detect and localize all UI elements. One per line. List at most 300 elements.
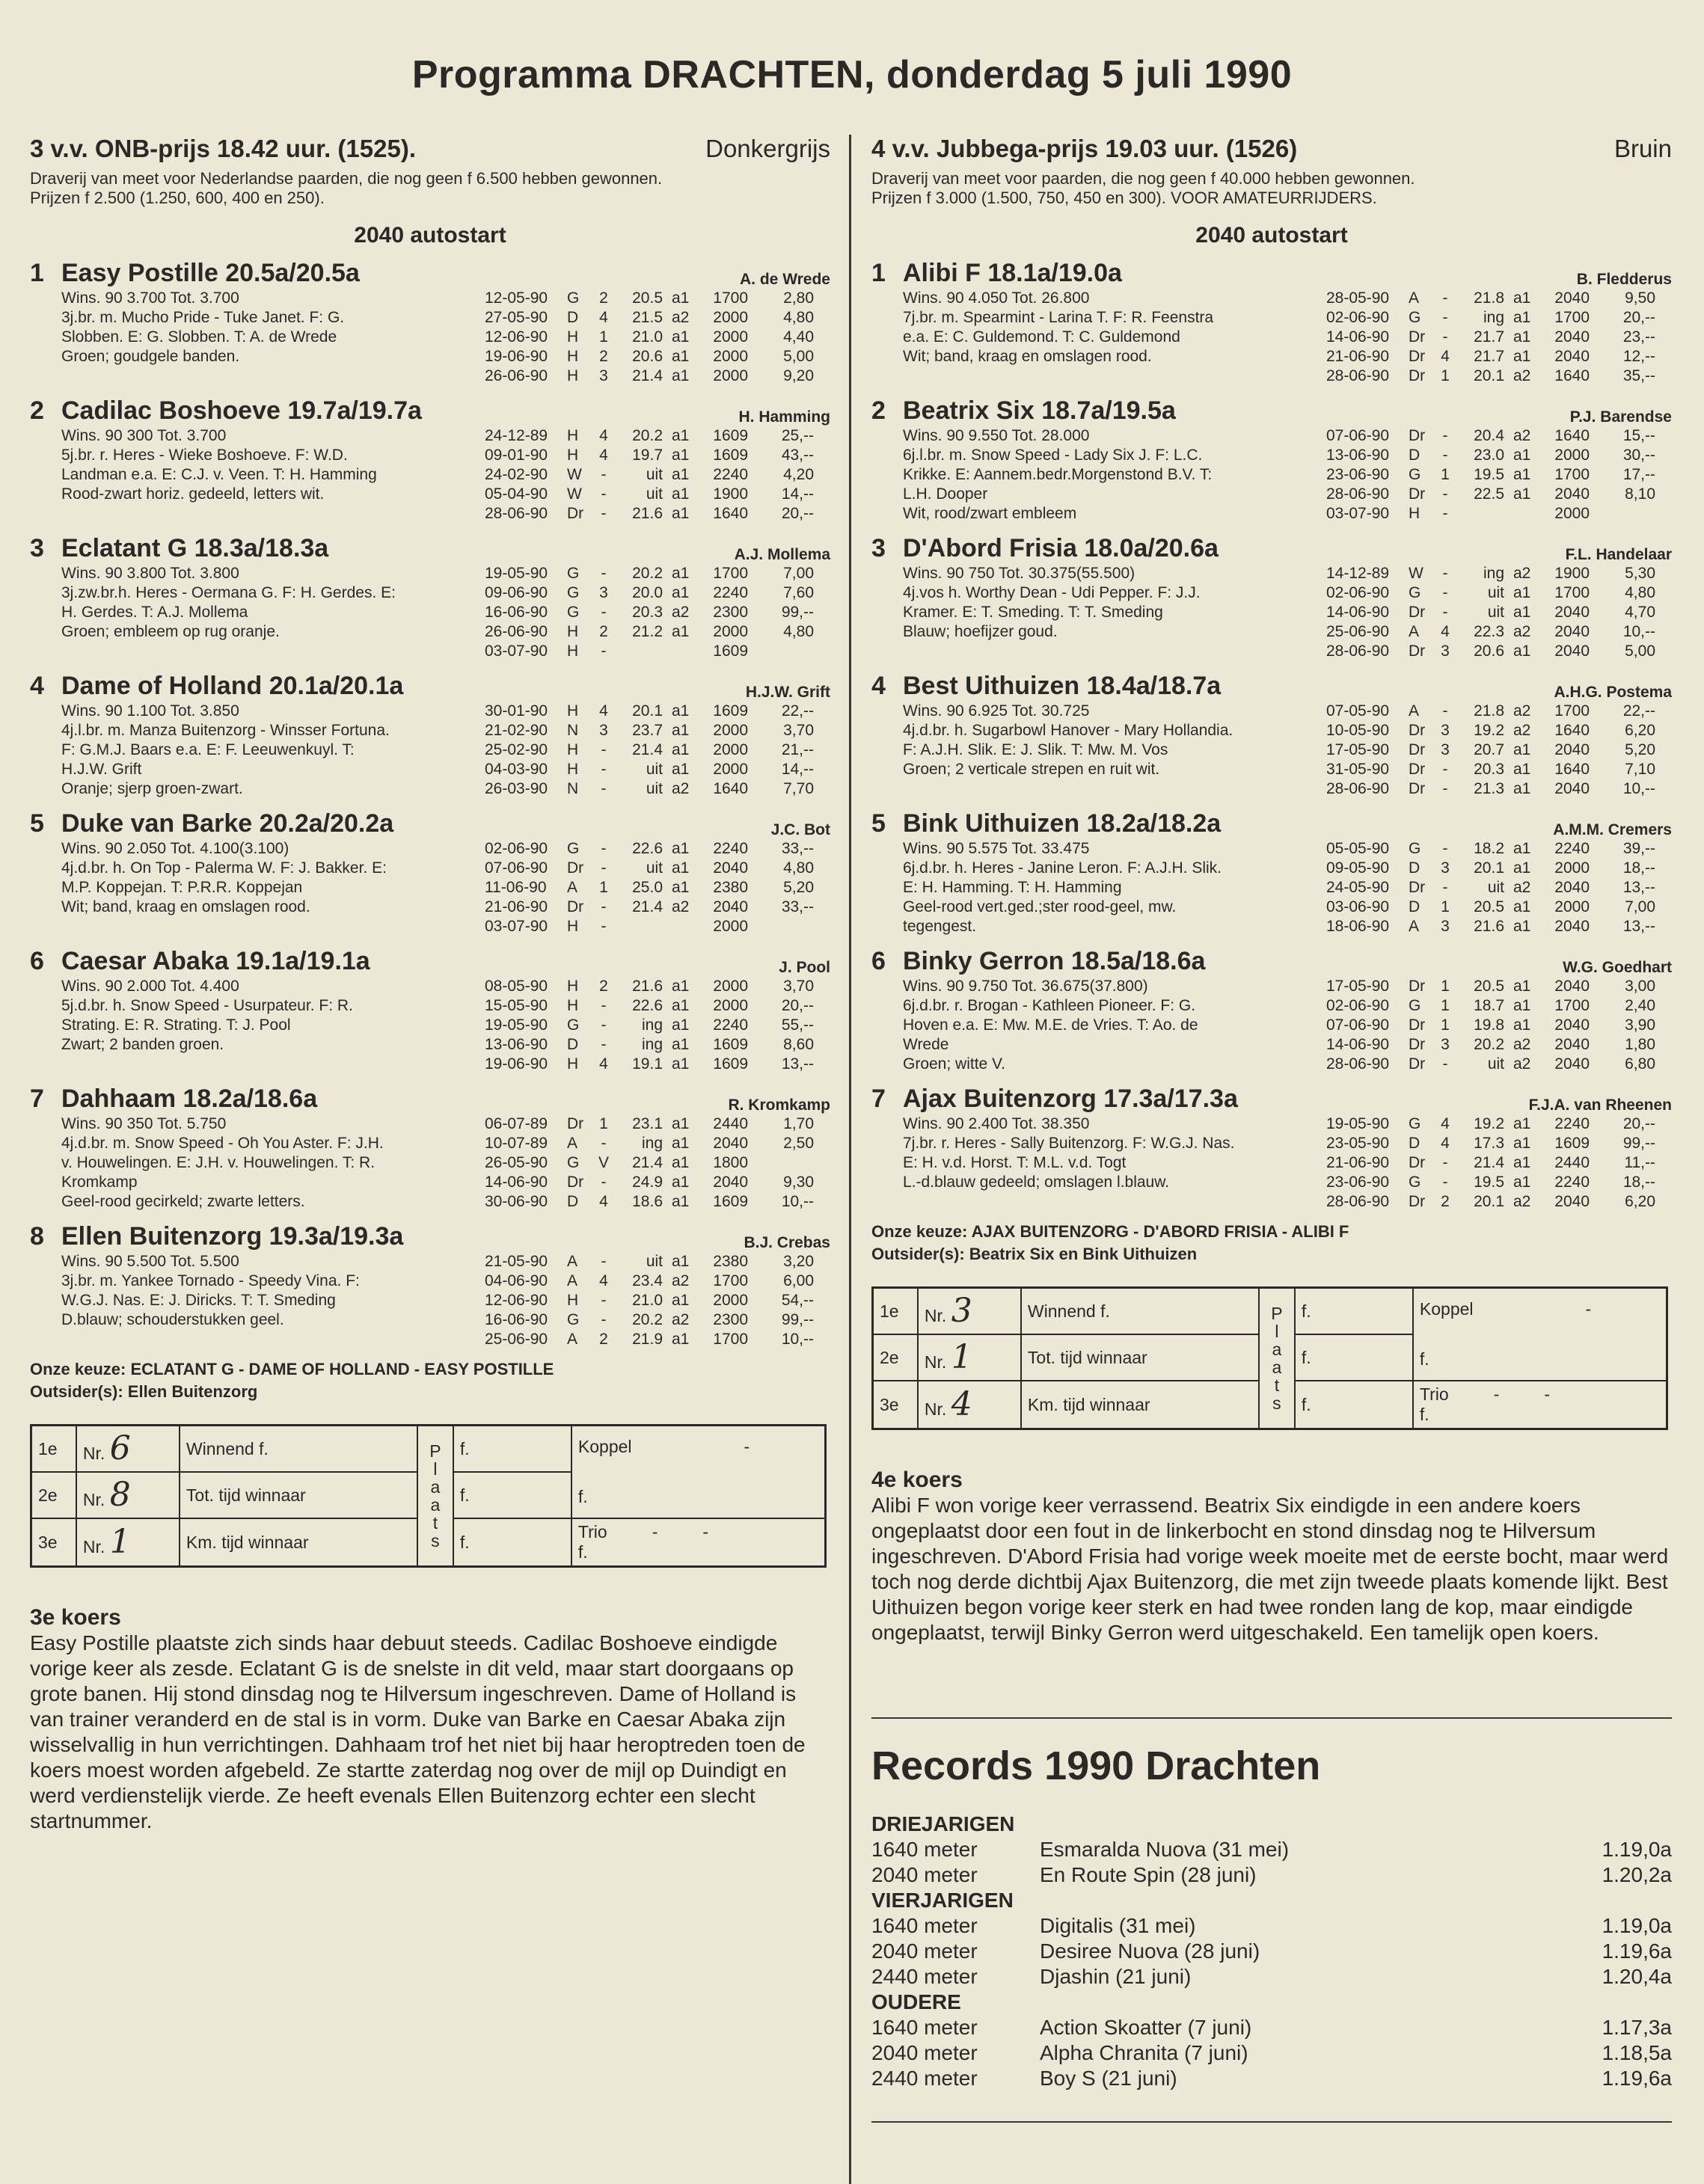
result-distance: 2040 xyxy=(713,898,748,915)
horse-number: 4 xyxy=(871,672,886,700)
result-track: Dr xyxy=(1409,642,1426,660)
horse-details xyxy=(871,1114,1672,1212)
result-track: H xyxy=(567,997,579,1014)
horse-info xyxy=(61,702,485,799)
result-place: - xyxy=(601,1292,607,1309)
result-row xyxy=(1326,603,1672,622)
result-odds: 18,-- xyxy=(1622,1174,1655,1191)
result-odds: 2,40 xyxy=(1625,997,1655,1014)
result-odds: 4,40 xyxy=(783,328,814,346)
result-row xyxy=(1326,1016,1672,1035)
result-row xyxy=(1326,642,1672,661)
result-track: H xyxy=(567,427,579,444)
result-row xyxy=(1326,1035,1672,1055)
finish-position: 1e xyxy=(873,1288,918,1335)
record-horse: Digitalis (31 mei) xyxy=(1040,1914,1196,1937)
divider xyxy=(871,2121,1672,2123)
result-distance: 2000 xyxy=(1554,447,1590,464)
result-start: a2 xyxy=(1513,1036,1531,1053)
result-row xyxy=(485,1114,830,1134)
result-date: 17-05-90 xyxy=(1326,978,1390,995)
result-odds: 20,-- xyxy=(781,997,814,1014)
result-date: 09-01-90 xyxy=(485,447,548,464)
result-place: - xyxy=(1442,702,1448,720)
horse-info-line: Oranje; sjerp groen-zwart. xyxy=(61,780,243,797)
horse-info-line: Wins. 90 2.050 Tot. 4.100(3.100) xyxy=(61,840,289,857)
horse-results xyxy=(485,702,830,799)
result-date: 17-05-90 xyxy=(1326,741,1390,758)
result-track: Dr xyxy=(1409,761,1426,778)
result-start: a1 xyxy=(1513,761,1531,778)
horse-driver: P.J. Barendse xyxy=(1569,408,1672,426)
result-odds xyxy=(748,917,814,936)
horse-results xyxy=(1326,289,1672,386)
result-place: 4 xyxy=(599,1055,608,1073)
horse-info-line: Kramer. E: T. Smeding. T: T. Smeding xyxy=(903,604,1163,621)
handwritten-number: 1 xyxy=(951,1338,972,1376)
plaats-letter: a xyxy=(1272,1358,1282,1377)
result-time: ing xyxy=(641,1016,663,1034)
result-start: a2 xyxy=(672,1272,690,1289)
result-row xyxy=(485,504,830,524)
result-date: 14-06-90 xyxy=(485,1174,548,1191)
result-track: H xyxy=(567,702,579,720)
horse-info-line: 4j.d.br. m. Snow Speed - Oh You Aster. F: J.H. xyxy=(61,1135,384,1152)
result-odds: 15,-- xyxy=(1622,427,1655,444)
result-track: Dr xyxy=(1409,604,1426,621)
result-odds: 20,-- xyxy=(1622,1115,1655,1132)
result-row xyxy=(1326,1055,1672,1074)
result-row xyxy=(485,740,830,760)
result-distance: 2000 xyxy=(713,348,748,365)
result-row xyxy=(1326,564,1672,583)
horse-driver: H.J.W. Grift xyxy=(745,684,830,701)
result-distance: 2000 xyxy=(713,367,748,384)
result-row xyxy=(1326,485,1672,504)
handwritten-number: 6 xyxy=(109,1429,131,1467)
horse-name: Best Uithuizen 18.4a/18.7a xyxy=(903,672,1222,700)
result-time: 22.6 xyxy=(632,997,663,1014)
horse-results xyxy=(485,1252,830,1349)
plaats-letter: l xyxy=(433,1459,438,1479)
result-odds: 6,20 xyxy=(1625,1193,1655,1210)
result-start: a1 xyxy=(672,447,690,464)
result-row xyxy=(485,564,830,583)
result-time: 25.0 xyxy=(632,879,663,896)
result-distance: 2040 xyxy=(1554,289,1590,307)
result-odds: 13,-- xyxy=(1622,918,1655,935)
result-date: 05-05-90 xyxy=(1326,840,1390,857)
result-date: 07-06-90 xyxy=(1326,427,1390,444)
horse-details xyxy=(871,564,1672,661)
record-time: 1.18,5a xyxy=(1602,2041,1672,2064)
record-row xyxy=(871,1913,1672,1939)
result-date: 13-06-90 xyxy=(485,1036,548,1053)
horse-driver: A.H.G. Postema xyxy=(1554,684,1672,701)
number-label: Nr. xyxy=(924,1306,951,1325)
result-date: 16-06-90 xyxy=(485,1311,548,1328)
result-odds: 7,70 xyxy=(783,780,814,797)
result-row xyxy=(485,1252,830,1272)
result-row xyxy=(485,1272,830,1291)
result-place: - xyxy=(1442,604,1448,621)
trio-value: f. xyxy=(1419,1405,1429,1424)
result-odds: 2,80 xyxy=(783,289,814,307)
result-track: H xyxy=(567,978,579,995)
result-track: Dr xyxy=(567,898,584,915)
horse-results xyxy=(1326,839,1672,936)
result-time: 21.7 xyxy=(1474,328,1504,346)
result-date: 26-06-90 xyxy=(485,367,548,384)
result-distance: 2000 xyxy=(1554,898,1590,915)
result-date: 21-02-90 xyxy=(485,722,548,739)
race-column-right xyxy=(871,135,1672,2147)
race-description xyxy=(871,169,1672,208)
number-label: Nr. xyxy=(82,1490,110,1509)
result-place: - xyxy=(1442,289,1448,307)
handwritten-number: 8 xyxy=(109,1476,131,1514)
result-distance: 1609 xyxy=(713,702,748,720)
koppel-cell xyxy=(1413,1288,1667,1381)
horse-driver: A.M.M. Cremers xyxy=(1553,821,1672,838)
result-odds: 3,00 xyxy=(1625,978,1655,995)
result-time: 20.2 xyxy=(632,565,663,582)
horse-info-line: Wins. 90 6.925 Tot. 30.725 xyxy=(903,702,1090,720)
result-time: 19.5 xyxy=(1474,1174,1504,1191)
result-track: A xyxy=(567,1331,578,1348)
record-horse: En Route Spin (28 juni) xyxy=(1040,1863,1257,1886)
result-distance: 1700 xyxy=(1554,997,1590,1014)
result-row xyxy=(1326,426,1672,446)
result-odds: 3,70 xyxy=(783,722,814,739)
result-row xyxy=(485,996,830,1016)
result-start xyxy=(672,917,700,936)
result-place: 3 xyxy=(599,584,608,601)
trio-value: f. xyxy=(577,1542,588,1562)
horse-info xyxy=(903,289,1326,386)
horse-details xyxy=(30,564,830,661)
horse-title xyxy=(871,259,1672,289)
result-start: a2 xyxy=(1513,565,1531,582)
horse-info-line: Groen; goudgele banden. xyxy=(61,348,240,365)
result-time: ing xyxy=(641,1036,663,1053)
result-track: H xyxy=(1409,505,1420,522)
horse-driver: F.J.A. van Rheenen xyxy=(1528,1096,1672,1114)
result-start: a1 xyxy=(672,584,690,601)
result-row xyxy=(485,977,830,996)
result-track: D xyxy=(567,309,579,326)
plaats-letter: a xyxy=(430,1477,441,1497)
outsiders: Outsider(s): Ellen Buitenzorg xyxy=(30,1382,258,1401)
result-distance: 2000 xyxy=(713,1292,748,1309)
result-time: ing xyxy=(1483,309,1504,326)
handwritten-number: 4 xyxy=(951,1385,972,1423)
result-place: 1 xyxy=(1441,367,1450,384)
horse-info-line: F: A.J.H. Slik. E: J. Slik. T: Mw. M. Vos xyxy=(903,741,1168,758)
plaats-letter: t xyxy=(432,1513,438,1533)
horse-details xyxy=(30,977,830,1074)
result-row xyxy=(1326,779,1672,799)
horse-results xyxy=(485,426,830,524)
result-row xyxy=(1326,839,1672,859)
result-date: 30-06-90 xyxy=(485,1193,548,1210)
result-date: 02-06-90 xyxy=(485,840,548,857)
result-track: Dr xyxy=(567,505,584,522)
result-distance: 2240 xyxy=(713,840,748,857)
result-date: 03-07-90 xyxy=(1326,505,1390,522)
result-place: - xyxy=(601,997,607,1014)
records-group-title: OUDERE xyxy=(871,1990,961,2013)
result-row xyxy=(485,1192,830,1212)
result-date: 19-05-90 xyxy=(1326,1115,1390,1132)
result-place: - xyxy=(1442,485,1448,503)
horse-driver: W.G. Goedhart xyxy=(1563,959,1672,976)
result-odds: 30,-- xyxy=(1622,447,1655,464)
result-time: uit xyxy=(1487,1055,1504,1073)
result-distance: 2000 xyxy=(1554,859,1590,877)
result-time: uit xyxy=(646,466,663,483)
record-horse: Djashin (21 juni) xyxy=(1040,1965,1192,1988)
result-start: a1 xyxy=(1513,741,1531,758)
result-place: - xyxy=(1442,584,1448,601)
horse-entry xyxy=(871,259,1672,386)
race-comment-title: 4e koers xyxy=(871,1467,963,1492)
result-track: H xyxy=(567,642,579,660)
result-time xyxy=(615,917,672,936)
result-distance: 1700 xyxy=(1554,466,1590,483)
result-place: - xyxy=(1442,780,1448,797)
result-place: 3 xyxy=(1441,859,1450,877)
race-header xyxy=(30,135,830,163)
result-row xyxy=(1326,622,1672,642)
race-title: 3 v.v. ONB-prijs 18.42 uur. (1525). xyxy=(30,135,416,162)
result-start: a2 xyxy=(672,309,690,326)
horse-info-line: Wit; band, kraag en omslagen rood. xyxy=(903,348,1152,365)
result-start: a1 xyxy=(672,623,690,640)
result-odds: 4,80 xyxy=(783,623,814,640)
horse-name: Beatrix Six 18.7a/19.5a xyxy=(903,396,1176,425)
result-distance: 1640 xyxy=(1554,722,1590,739)
result-place: 4 xyxy=(599,1193,608,1210)
result-start: a1 xyxy=(672,978,690,995)
result-time: 19.7 xyxy=(632,447,663,464)
dash: - xyxy=(1544,1384,1551,1404)
result-start: a1 xyxy=(1513,642,1531,660)
horse-name: Alibi F 18.1a/19.0a xyxy=(903,259,1122,287)
horse-info-line: Wins. 90 2.400 Tot. 38.350 xyxy=(903,1115,1090,1132)
horse-info-line: H. Gerdes. T: A.J. Mollema xyxy=(61,604,248,621)
result-row xyxy=(485,1035,830,1055)
result-distance: 2040 xyxy=(713,1174,748,1191)
horse-info-line: Groen; 2 verticale strepen en ruit wit. xyxy=(903,761,1160,778)
horse-entry xyxy=(871,396,1672,524)
result-odds: 5,30 xyxy=(1625,565,1655,582)
result-date: 24-02-90 xyxy=(485,466,548,483)
result-track: Dr xyxy=(1409,741,1426,758)
horse-details xyxy=(30,839,830,936)
horse-driver: F.L. Handelaar xyxy=(1565,546,1672,563)
result-track: H xyxy=(567,367,579,384)
race-start: 2040 autostart xyxy=(1195,223,1348,248)
result-row xyxy=(485,1173,830,1192)
result-date: 18-06-90 xyxy=(1326,918,1390,935)
result-track: N xyxy=(567,722,579,739)
result-place: 4 xyxy=(599,1272,608,1289)
result-time: 24.9 xyxy=(632,1174,663,1191)
record-horse: Action Skoatter (7 juni) xyxy=(1040,2016,1252,2039)
horse-number: 8 xyxy=(30,1222,44,1251)
result-start: a1 xyxy=(1513,289,1531,307)
result-place: - xyxy=(601,780,607,797)
finish-position: 3e xyxy=(31,1518,76,1567)
result-distance: 2040 xyxy=(1554,918,1590,935)
horse-info-line: Wins. 90 9.750 Tot. 36.675(37.800) xyxy=(903,978,1148,995)
race-description-line: Draverij van meet voor Nederlandse paarden, die nog geen f 6.500 hebben gewonnen. xyxy=(30,169,663,188)
result-place: 3 xyxy=(599,722,608,739)
result-distance: 1609 xyxy=(713,1193,748,1210)
handwritten-number: 3 xyxy=(951,1292,972,1330)
result-odds: 20,-- xyxy=(1622,309,1655,326)
result-track: D xyxy=(567,1036,579,1053)
result-place: - xyxy=(1442,840,1448,857)
result-odds xyxy=(1590,504,1655,524)
result-place: 2 xyxy=(599,978,608,995)
result-track: H xyxy=(567,623,579,640)
result-date: 02-06-90 xyxy=(1326,584,1390,601)
result-time: 21.4 xyxy=(1474,1154,1504,1171)
result-odds: 5,20 xyxy=(783,879,814,896)
result-date: 25-02-90 xyxy=(485,741,548,758)
result-track: H xyxy=(567,761,579,778)
result-row xyxy=(485,622,830,642)
result-start: a1 xyxy=(1513,1174,1531,1191)
result-date: 21-05-90 xyxy=(485,1253,548,1270)
result-row xyxy=(485,721,830,740)
result-distance: 1700 xyxy=(713,289,748,307)
plaats-letter: P xyxy=(1271,1304,1283,1323)
result-time: 23.4 xyxy=(632,1272,663,1289)
divider xyxy=(871,1717,1672,1719)
result-start: a1 xyxy=(1513,918,1531,935)
result-place: V xyxy=(598,1154,609,1171)
result-time: 21.7 xyxy=(1474,348,1504,365)
result-track: Dr xyxy=(567,1174,584,1191)
record-time: 1.19,6a xyxy=(1602,2067,1672,2090)
record-time: 1.20,4a xyxy=(1602,1965,1672,1988)
result-distance: 2300 xyxy=(713,1311,748,1328)
koppel-cell xyxy=(571,1426,826,1519)
result-place: - xyxy=(1442,1055,1448,1073)
horse-info-line: D.blauw; schouderstukken geel. xyxy=(61,1311,284,1328)
result-date: 03-07-90 xyxy=(485,642,548,660)
result-track: Dr xyxy=(1409,485,1426,503)
result-date: 26-03-90 xyxy=(485,780,548,797)
horse-driver: J. Pool xyxy=(779,959,830,976)
result-date: 30-01-90 xyxy=(485,702,548,720)
result-odds: 7,00 xyxy=(783,565,814,582)
number-cell xyxy=(918,1288,1021,1335)
plaats-letter: l xyxy=(1275,1322,1279,1341)
horse-driver: A. de Wrede xyxy=(740,271,830,288)
horse-entry xyxy=(871,672,1672,799)
horse-number: 2 xyxy=(871,396,886,425)
horse-details xyxy=(871,289,1672,386)
race-description-line: Prijzen f 2.500 (1.250, 600, 400 en 250). xyxy=(30,188,325,207)
result-odds: 10,-- xyxy=(1622,780,1655,797)
result-time: 21.4 xyxy=(632,367,663,384)
result-row xyxy=(1326,996,1672,1016)
plaats-label xyxy=(1259,1288,1295,1429)
result-distance: 2040 xyxy=(1554,1016,1590,1034)
horse-info-line: Zwart; 2 banden groen. xyxy=(61,1036,224,1053)
result-distance: 2040 xyxy=(1554,1036,1590,1053)
horse-number: 7 xyxy=(30,1085,44,1113)
result-distance: 2040 xyxy=(1554,642,1590,660)
result-odds: 8,10 xyxy=(1625,485,1655,503)
result-odds: 99,-- xyxy=(781,604,814,621)
result-date: 03-07-90 xyxy=(485,918,548,935)
horse-info-line: Wins. 90 5.575 Tot. 33.475 xyxy=(903,840,1090,857)
result-place: 1 xyxy=(1441,466,1450,483)
result-date: 04-06-90 xyxy=(485,1272,548,1289)
result-place: 3 xyxy=(1441,642,1450,660)
result-start: a1 xyxy=(672,485,690,503)
result-place: 4 xyxy=(1441,1135,1450,1152)
result-time: 18.2 xyxy=(1474,840,1504,857)
horse-info-line: Wins. 90 4.050 Tot. 26.800 xyxy=(903,289,1090,307)
record-distance: 2040 meter xyxy=(871,2041,978,2064)
result-start: a1 xyxy=(672,761,690,778)
horse-name: Binky Gerron 18.5a/18.6a xyxy=(903,947,1206,975)
result-date: 28-06-90 xyxy=(485,505,548,522)
result-row xyxy=(485,760,830,779)
result-place: 2 xyxy=(599,348,608,365)
horse-name: D'Abord Frisia 18.0a/20.6a xyxy=(903,534,1219,562)
result-odds: 2,50 xyxy=(783,1135,814,1152)
horse-info-line: 3j.br. m. Mucho Pride - Tuke Janet. F: G. xyxy=(61,309,345,326)
result-start: a1 xyxy=(672,1055,690,1073)
number-cell xyxy=(76,1426,180,1473)
result-date: 26-05-90 xyxy=(485,1154,548,1171)
horse-entry xyxy=(871,809,1672,936)
result-track: Dr xyxy=(1409,1016,1426,1034)
result-distance: 2040 xyxy=(1554,1055,1590,1073)
horse-title xyxy=(30,809,830,839)
result-start: a1 xyxy=(672,466,690,483)
record-time: 1.19,6a xyxy=(1602,1939,1672,1963)
result-distance: 2000 xyxy=(713,978,748,995)
horse-details xyxy=(30,1114,830,1212)
result-date: 19-05-90 xyxy=(485,1016,548,1034)
result-odds: 54,-- xyxy=(781,1292,814,1309)
result-date: 31-05-90 xyxy=(1326,761,1390,778)
result-time: 21.0 xyxy=(632,1292,663,1309)
result-odds: 10,-- xyxy=(1622,623,1655,640)
result-distance: 1640 xyxy=(1554,427,1590,444)
horse-info-line: 5j.br. r. Heres - Wieke Boshoeve. F: W.D. xyxy=(61,447,348,464)
horse-info-line: Groen; witte V. xyxy=(903,1055,1005,1073)
result-start: a1 xyxy=(672,348,690,365)
horse-driver: R. Kromkamp xyxy=(728,1096,830,1114)
result-place: - xyxy=(601,1036,607,1053)
result-start: a1 xyxy=(672,1135,690,1152)
result-distance: 2000 xyxy=(713,623,748,640)
result-date: 10-05-90 xyxy=(1326,722,1390,739)
result-date: 12-06-90 xyxy=(485,328,548,346)
horse-driver: B.J. Crebas xyxy=(744,1234,830,1251)
result-place: 4 xyxy=(599,309,608,326)
horse-title xyxy=(871,396,1672,426)
